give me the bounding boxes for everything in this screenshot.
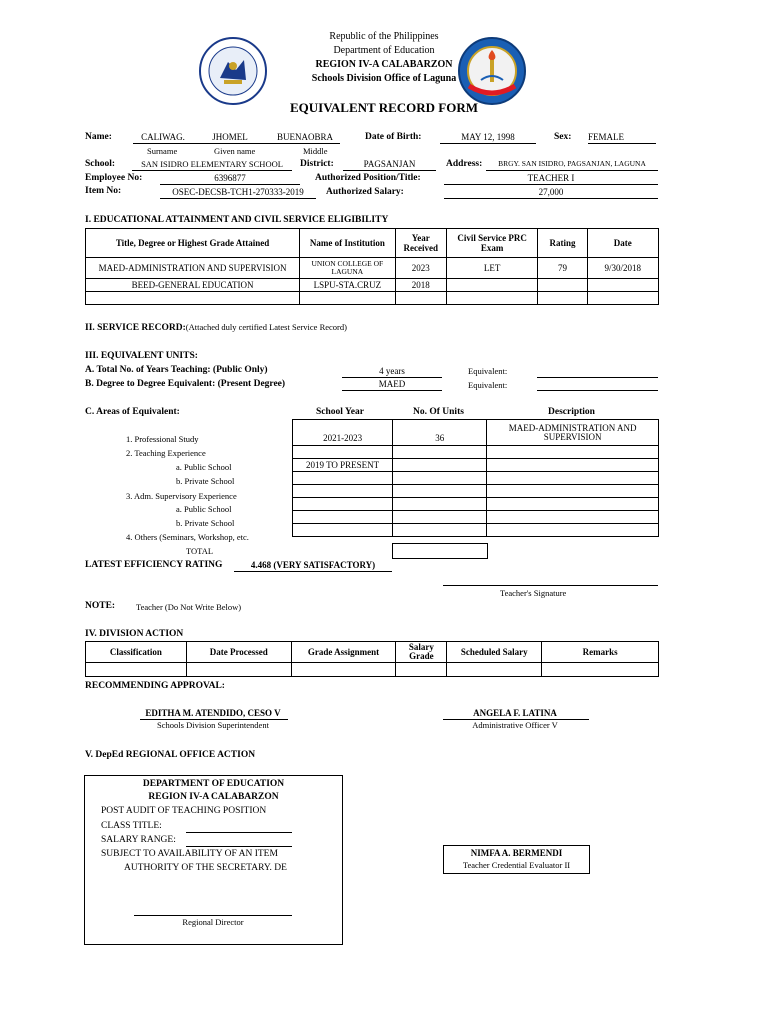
school-label: School: — [85, 159, 116, 169]
regional-action-box — [84, 775, 343, 945]
box-region: REGION IV-A CALABARZON — [148, 792, 279, 802]
table-row — [293, 485, 659, 498]
table-row — [86, 663, 659, 677]
exam-cell — [446, 292, 537, 305]
section1-heading: I. EDUCATIONAL ATTAINMENT AND CIVIL SERVICE ELIGIBILITY — [85, 215, 389, 225]
area-label: 2. Teaching Experience — [126, 448, 206, 458]
salary-range-line — [186, 846, 292, 847]
name-label: Name: — [85, 132, 112, 142]
school-year-cell — [293, 524, 393, 537]
description-cell — [487, 498, 659, 511]
institution-cell: UNION COLLEGE OF LAGUNA — [300, 258, 396, 279]
table-row — [293, 472, 659, 485]
school-year-cell — [293, 472, 393, 485]
division-header-row — [86, 642, 659, 663]
area-label: 3. Adm. Supervisory Experience — [126, 491, 237, 501]
col-grade-assignment: Grade Assignment — [291, 642, 396, 663]
signer1-name: EDITHA M. ATENDIDO, CESO V — [145, 708, 281, 718]
evaluator-title: Teacher Credential Evaluator II — [462, 860, 571, 870]
area-label: 1. Professional Study — [126, 434, 199, 444]
degree-cell: MAED-ADMINISTRATION AND SUPERVISION — [86, 258, 300, 279]
school-year-cell — [293, 485, 393, 498]
given-name-value: JHOMEL — [212, 132, 248, 142]
director-line — [134, 915, 292, 916]
header-region: REGION IV-A CALABARZON — [315, 59, 453, 70]
total-units-cell — [392, 543, 488, 559]
col-date-processed: Date Processed — [186, 642, 291, 663]
units-cell — [393, 446, 487, 459]
education-table — [85, 228, 659, 305]
areas-table — [292, 419, 659, 537]
given-caption: Given name — [214, 146, 256, 156]
dob-value: MAY 12, 1998 — [440, 131, 536, 144]
years-teaching-label: A. Total No. of Years Teaching: (Public Only) — [85, 365, 268, 375]
description-cell: MAED-ADMINISTRATION AND SUPERVISION — [487, 420, 659, 446]
header-republic: Republic of the Philippines — [329, 31, 439, 42]
description-cell — [487, 511, 659, 524]
form-title: EQUIVALENT RECORD FORM — [289, 100, 479, 115]
description-cell — [487, 485, 659, 498]
exam-cell — [446, 279, 537, 292]
units-cell: 36 — [393, 420, 487, 446]
signer1-title: Schools Division Superintendent — [157, 720, 269, 730]
evaluator-name: NIMFA A. BERMENDI — [470, 848, 563, 858]
col-year: Year Received — [395, 229, 446, 258]
position-value: TEACHER I — [444, 172, 658, 185]
section3-heading: III. EQUIVALENT UNITS: — [85, 351, 198, 361]
signer2-name: ANGELA F. LATINA — [473, 708, 557, 718]
description-cell — [487, 524, 659, 537]
salary-value: 27,000 — [444, 186, 658, 199]
name-underline — [133, 143, 340, 144]
years-teaching-value: 4 years — [342, 365, 442, 378]
table-row — [293, 511, 659, 524]
address-value: BRGY. SAN ISIDRO, PAGSANJAN, LAGUNA — [486, 158, 658, 171]
units-cell — [393, 511, 487, 524]
date-cell: 9/30/2018 — [587, 258, 658, 279]
note-label: NOTE: — [85, 601, 116, 611]
employee-no-value: 6396877 — [160, 172, 300, 185]
year-cell — [395, 292, 446, 305]
equivalent-label-b: Equivalent: — [468, 380, 508, 390]
surname-value: CALIWAG. — [141, 132, 185, 142]
area-label: b. Private School — [176, 476, 235, 486]
note-text: Teacher (Do Not Write Below) — [136, 602, 242, 612]
col-remarks: Remarks — [542, 642, 659, 663]
school-year-cell — [293, 511, 393, 524]
section5-heading: V. DepEd REGIONAL OFFICE ACTION — [85, 750, 256, 760]
item-no-value: OSEC-DECSB-TCH1-270333-2019 — [160, 186, 316, 199]
signer2-title: Administrative Officer V — [472, 720, 558, 730]
degree-cell: BEED-GENERAL EDUCATION — [86, 279, 300, 292]
district-label: District: — [300, 159, 334, 169]
middle-name-value: BUENAOBRA — [276, 132, 333, 142]
date-cell — [587, 279, 658, 292]
signature-caption: Teacher's Signature — [500, 588, 567, 598]
area-label: a. Public School — [176, 462, 232, 472]
equivalent-b-line — [537, 390, 658, 391]
units-header: No. Of Units — [413, 407, 464, 417]
description-header: Description — [548, 407, 595, 417]
box-post-audit: POST AUDIT OF TEACHING POSITION — [101, 806, 267, 816]
school-year-header: School Year — [316, 407, 364, 417]
header-division: Schools Division Office of Laguna — [311, 73, 457, 84]
address-label: Address: — [446, 159, 483, 169]
institution-cell — [300, 292, 396, 305]
area-label: b. Private School — [176, 518, 235, 528]
school-value: SAN ISIDRO ELEMENTARY SCHOOL — [132, 158, 292, 171]
division-action-table — [85, 641, 659, 677]
units-cell — [393, 524, 487, 537]
class-title-line — [186, 832, 292, 833]
box-department: DEPARTMENT OF EDUCATION — [142, 779, 285, 789]
areas-label: C. Areas of Equivalent: — [85, 407, 180, 417]
date-cell — [587, 292, 658, 305]
item-no-label: Item No: — [85, 186, 122, 196]
school-year-cell — [293, 446, 393, 459]
surname-caption: Surname — [147, 146, 178, 156]
table-row — [293, 498, 659, 511]
header-department: Department of Education — [333, 45, 435, 56]
total-label: TOTAL — [186, 546, 214, 556]
rating-cell — [538, 279, 587, 292]
position-label: Authorized Position/Title: — [315, 173, 421, 183]
table-row — [293, 446, 659, 459]
salary-range-label: SALARY RANGE: — [101, 835, 176, 845]
section2-note: (Attached duly certified Latest Service Record) — [185, 322, 347, 332]
evaluator-box — [443, 845, 590, 874]
rating-cell — [538, 292, 587, 305]
equivalent-a-line — [537, 377, 658, 378]
section4-heading: IV. DIVISION ACTION — [85, 629, 184, 639]
school-year-cell: 2021-2023 — [293, 420, 393, 446]
signature-line — [443, 585, 658, 586]
efficiency-value: 4.468 (VERY SATISFACTORY) — [234, 559, 392, 572]
col-exam: Civil Service PRC Exam — [446, 229, 537, 258]
table-row — [293, 420, 659, 446]
education-header-row — [86, 229, 659, 258]
year-cell: 2023 — [395, 258, 446, 279]
subject-line: SUBJECT TO AVAILABILITY OF AN ITEM — [101, 849, 278, 859]
units-cell — [393, 472, 487, 485]
area-label: a. Public School — [176, 504, 232, 514]
exam-cell: LET — [446, 258, 537, 279]
table-row — [86, 279, 659, 292]
recommending-approval: RECOMMENDING APPROVAL: — [85, 681, 225, 691]
description-cell — [487, 446, 659, 459]
degree-cell — [86, 292, 300, 305]
sex-label: Sex: — [554, 132, 572, 142]
rating-cell: 79 — [538, 258, 587, 279]
col-degree: Title, Degree or Highest Grade Attained — [86, 229, 300, 258]
units-cell — [393, 485, 487, 498]
table-row — [86, 258, 659, 279]
col-rating: Rating — [538, 229, 587, 258]
section2-title: II. SERVICE RECORD: — [85, 323, 186, 333]
col-scheduled-salary: Scheduled Salary — [447, 642, 542, 663]
units-cell — [393, 498, 487, 511]
class-title-label: CLASS TITLE: — [101, 821, 162, 831]
col-salary-grade: Salary Grade — [396, 642, 447, 663]
authority-line: AUTHORITY OF THE SECRETARY. DE — [124, 863, 287, 873]
degree-equivalent-label: B. Degree to Degree Equivalent: (Present Degree) — [85, 379, 286, 389]
regional-director: Regional Director — [182, 917, 244, 927]
year-cell: 2018 — [395, 279, 446, 292]
table-row — [293, 524, 659, 537]
area-label: 4. Others (Seminars, Workshop, etc. — [126, 532, 249, 542]
units-cell — [393, 459, 487, 472]
dob-label: Date of Birth: — [365, 132, 422, 142]
description-cell — [487, 459, 659, 472]
table-row — [86, 292, 659, 305]
institution-cell: LSPU-STA.CRUZ — [300, 279, 396, 292]
col-date: Date — [587, 229, 658, 258]
section2-heading — [85, 322, 347, 333]
middle-caption: Middle — [303, 146, 328, 156]
equivalent-label-a: Equivalent: — [468, 366, 508, 376]
degree-equivalent-value: MAED — [342, 378, 442, 391]
sex-value: FEMALE — [588, 131, 656, 144]
table-row — [293, 459, 659, 472]
district-value: PAGSANJAN — [343, 158, 436, 171]
school-year-cell: 2019 TO PRESENT — [293, 459, 393, 472]
employee-no-label: Employee No: — [85, 173, 143, 183]
description-cell — [487, 472, 659, 485]
efficiency-label: LATEST EFFICIENCY RATING — [85, 560, 223, 570]
col-institution: Name of Institution — [300, 229, 396, 258]
col-classification: Classification — [86, 642, 187, 663]
school-year-cell — [293, 498, 393, 511]
salary-label: Authorized Salary: — [326, 187, 404, 197]
